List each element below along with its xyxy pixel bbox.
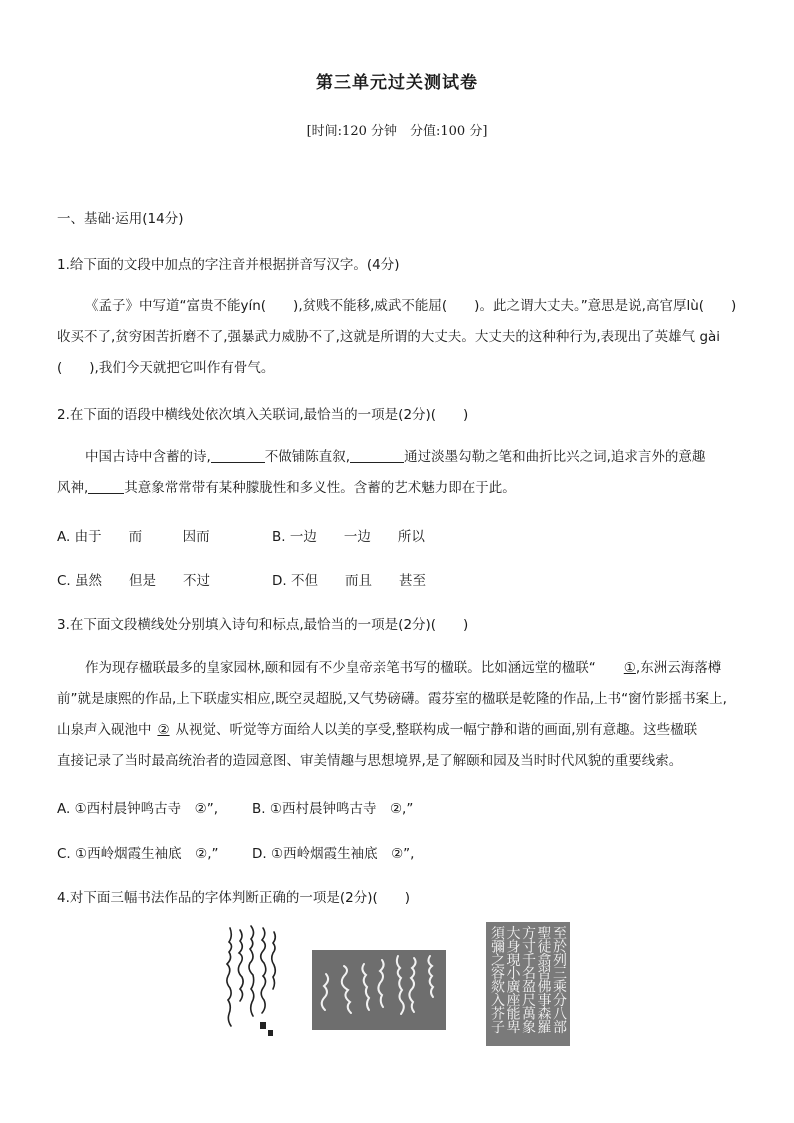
calligraphy-char: 方 [522,926,536,942]
passage-text: 风神, [57,480,89,496]
passage-line: 直接记录了当时最高统治者的造园意图、审美情趣与思想境界,是了解颐和园及当时时代风貌的重要线索。 [57,753,683,769]
passage-line [57,473,745,504]
page-title: 第三单元过关测试卷 [316,73,478,93]
calligraphy-char: 現 [506,952,521,969]
calligraphy-char: 三 [553,966,567,983]
option-a[interactable]: A. 由于 而 因而 [57,529,210,545]
option-d[interactable]: D. 不但 而且 甚至 [272,573,426,589]
passage-text: 作为现存楹联最多的皇家园林,颐和园有不少皇帝亲笔书写的楹联。比如涵远堂的楹联“ [85,660,596,676]
section-heading: 一、基础·运用(14分) [57,211,184,227]
option-b[interactable]: B. ①西村晨钟鸣古寺 ②,” [252,801,414,817]
calligraphy-char: 座 [506,993,521,1009]
calligraphy-char: 入 [491,993,505,1009]
calligraphy-image-2 [312,950,446,1030]
calligraphy-char: 子 [491,1019,505,1036]
question-3-passage [57,653,745,777]
answer-blank[interactable] [350,448,404,463]
calligraphy-char: 小 [506,966,521,983]
calligraphy-char: 大 [506,926,521,942]
answer-blank[interactable] [88,479,124,494]
calligraphy-char: 盈 [522,979,536,996]
question-1-stem: 1.给下面的文段中加点的字注音并根据拼音写汉字。(4分) [57,257,400,273]
option-b[interactable]: B. 一边 一边 所以 [272,529,425,545]
passage-text: 中国古诗中含蓄的诗, [85,449,211,465]
calligraphy-char: 彌 [491,939,505,956]
passage-text: 不做铺陈直叙, [264,449,351,465]
calligraphy-image-1 [224,922,280,1046]
calligraphy-char: 萬 [522,1006,536,1023]
calligraphy-char: 乘 [553,979,567,996]
passage-line: 收买不了,贫穷困苦折磨不了,强暴武力威胁不了,这就是所谓的大丈夫。大丈夫的这种种行为,表现出了英雄气 gài [57,329,721,345]
time-score-info: [时间:120 分钟 分值:100 分] [306,124,488,139]
passage-line [57,715,745,746]
question-4-stem: 4.对下面三幅书法作品的字体判断正确的一项是(2分)( ) [57,890,411,906]
passage-text: 通过淡墨勾勒之笔和曲折比兴之词,追求言外的意趣 [404,449,706,465]
option-c[interactable]: C. ①西岭烟霞生袖底 ②,” [57,846,219,862]
option-c[interactable]: C. 虽然 但是 不过 [57,573,211,589]
passage-text: 山泉声入砚池中 [57,722,152,738]
passage-line [57,442,745,473]
calligraphy-char: 象 [522,1019,536,1036]
calligraphy-image-3 [486,922,570,1046]
calligraphy-char: 欻 [491,979,505,996]
question-2-stem: 2.在下面的语段中横线处依次填入关联词,最恰当的一项是(2分)( ) [57,407,469,423]
calligraphy-char: 身 [506,939,521,956]
calligraphy-char: 羅 [537,1019,552,1036]
passage-line: 《孟子》中写道“富贵不能yín( ),贫贱不能移,威武不能屈( )。此之谓大丈夫。”意思是说,高官厚lù( ) [85,298,737,314]
calligraphy-char: 聖 [537,926,552,942]
calligraphy-char: 部 [553,1019,567,1036]
calligraphy-char: 芥 [491,1006,505,1023]
passage-text: 从视觉、听觉等方面给人以美的享受,整联构成一幅宁静和谐的画面,别有意趣。这些楹联 [175,722,698,738]
calligraphy-char: 廣 [506,979,521,996]
answer-blank[interactable] [211,448,265,463]
calligraphy-char: 於 [553,939,567,956]
question-3-stem: 3.在下面文段横线处分别填入诗句和标点,最恰当的一项是(2分)( ) [57,617,469,633]
passage-line: 前”就是康熙的作品,上下联虚实相应,既空灵超脱,又气势磅礴。霞芬室的楹联是乾隆的作品,上书“窗竹影摇书案上, [57,691,727,707]
calligraphy-char: 列 [553,952,567,969]
calligraphy-char: 習 [537,966,552,983]
calligraphy-char: 名 [522,966,536,983]
calligraphy-char: 事 [537,993,552,1009]
calligraphy-char: 之 [491,952,505,969]
question-1-passage [57,291,745,384]
calligraphy-char: 徒 [537,939,552,956]
calligraphy-char: 至 [553,926,567,942]
passage-text: ,东洲云海落樽 [635,660,722,676]
calligraphy-char: 翕 [537,952,552,969]
calligraphy-char: 尺 [522,993,536,1009]
blank-marker-1[interactable]: ① [623,660,636,676]
calligraphy-char: 八 [553,1006,567,1023]
calligraphy-char: 能 [506,1006,521,1023]
passage-line [57,653,745,684]
calligraphy-char: 分 [553,993,567,1009]
calligraphy-char: 佛 [537,979,552,996]
calligraphy-char: 卑 [506,1019,521,1036]
passage-text: 其意象常常带有某种朦胧性和多义性。含蓄的艺术魅力即在于此。 [124,480,516,496]
option-d[interactable]: D. ①西岭烟霞生袖底 ②”, [252,846,415,862]
blank-marker-2[interactable]: ② [157,722,170,738]
calligraphy-char: 森 [537,1006,552,1023]
question-2-passage [57,442,745,504]
calligraphy-char: 容 [491,966,505,983]
calligraphy-char: 寸 [522,939,536,956]
option-a[interactable]: A. ①西村晨钟鸣古寺 ②”, [57,801,219,817]
calligraphy-char: 千 [522,952,536,969]
passage-line: ( ),我们今天就把它叫作有骨气。 [57,360,275,376]
calligraphy-char: 須 [491,926,505,942]
